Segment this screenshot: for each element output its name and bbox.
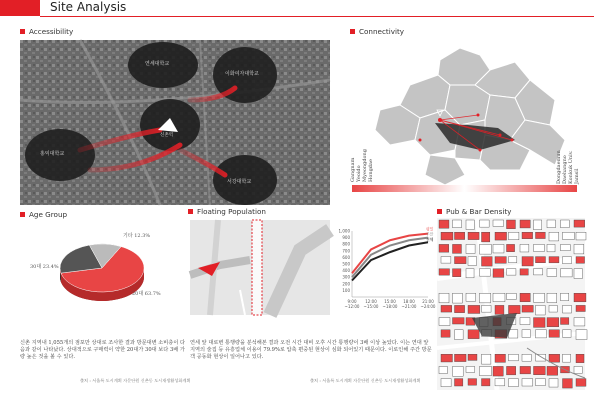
pub-bar-block [549, 354, 560, 362]
pub-bar-block [453, 269, 461, 277]
header-accent-bar [0, 0, 40, 16]
pub-bar-block [574, 293, 586, 302]
age-group-pie-chart [20, 220, 185, 320]
building-block [493, 220, 504, 226]
building-block [534, 293, 545, 302]
building-block [576, 330, 587, 340]
building-block [466, 269, 474, 278]
building-block [534, 244, 545, 251]
label-dongdaemun: Dongdaemun [556, 150, 562, 184]
pub-bar-block [455, 305, 465, 312]
building-block [574, 366, 582, 373]
pub-bar-block [549, 330, 559, 338]
y-tick-label: 500 [342, 261, 350, 267]
x-tick-label: ~15:00 [363, 304, 379, 309]
building-block [480, 220, 490, 227]
pub-bar-block [439, 244, 449, 252]
section-pub-bar-density [437, 207, 511, 216]
building-block [561, 269, 573, 277]
floating-population-map [190, 220, 330, 315]
building-block [563, 354, 571, 362]
pub-bar-block [495, 354, 505, 362]
building-block [480, 244, 492, 254]
floating-source-note: 출처 : 서울특 도시계획 자문단원 신촌동 도시재생활성화계획 [310, 378, 421, 383]
building-block [507, 269, 516, 275]
building-block [441, 257, 451, 264]
building-block [482, 354, 491, 364]
label-hongik: 홍익대학교 [40, 151, 65, 157]
left-destination-labels [350, 148, 390, 188]
right-destination-labels [556, 148, 586, 188]
label-yeoido: Yeoido [356, 165, 362, 182]
section-pub-bar-density-label: Pub & Bar Density [446, 207, 512, 216]
building-block [466, 220, 474, 230]
section-connectivity-label: Connectivity [359, 27, 405, 36]
age-source-note: 출처 : 서울특 도시계획 자문단원 신촌동 도시재생활성화계획 [80, 378, 191, 383]
pub-bar-block [576, 354, 584, 362]
pie-label-20s: 20대 63.7% [132, 291, 161, 297]
x-tick-label: ~18:00 [382, 304, 398, 309]
building-block [520, 244, 529, 252]
x-tick-label: ~24:00 [420, 304, 436, 309]
pub-bar-block [576, 305, 585, 311]
building-block [453, 293, 463, 303]
building-block [439, 366, 447, 373]
building-block [507, 293, 517, 299]
building-block [480, 293, 491, 303]
y-tick-label: 200 [342, 281, 350, 287]
building-block [536, 330, 547, 338]
pub-bar-block [468, 305, 480, 313]
pie-label-etc: 기타 12.3% [123, 233, 151, 239]
bullet-square-icon [437, 209, 442, 214]
pub-bar-block [482, 232, 490, 242]
building-block [509, 354, 519, 361]
y-tick-label: 400 [342, 268, 350, 274]
x-tick-label: 15:00 [384, 299, 396, 304]
pub-bar-block [468, 354, 477, 360]
building-block [509, 257, 517, 263]
pub-bar-block [482, 257, 493, 266]
building-block [493, 293, 505, 302]
label-jamsil: Jamsil [574, 168, 580, 184]
building-block [561, 244, 571, 250]
building-block [574, 269, 582, 279]
y-tick-label: 700 [342, 248, 350, 254]
pub-bar-block [576, 379, 586, 387]
pub-bar-block [534, 318, 546, 328]
pub-bar-block [455, 379, 463, 386]
pub-bar-block [439, 269, 449, 275]
y-tick-label: 600 [342, 254, 350, 260]
series-label-평일: 평일 [426, 226, 434, 232]
x-tick-label: 12:00 [365, 299, 377, 304]
building-block [536, 305, 546, 315]
pub-bar-block [547, 366, 558, 375]
building-block [522, 379, 533, 386]
pub-bar-density-map [437, 218, 585, 390]
building-block [534, 269, 543, 275]
y-tick-label: 1,000 [338, 228, 350, 234]
label-myeongdong: Myeongdong [362, 149, 368, 182]
building-block [480, 269, 491, 276]
pub-bar-block [576, 257, 585, 264]
pub-bar-block [468, 379, 477, 386]
building-block [509, 330, 518, 338]
pub-bar-block [536, 257, 546, 263]
pub-bar-block [507, 220, 516, 229]
pub-bar-block [468, 232, 479, 239]
pub-bar-block [482, 379, 490, 386]
building-block [522, 354, 531, 361]
label-gangnam: Gangnam [350, 157, 356, 182]
building-block [453, 220, 462, 228]
section-floating-population [188, 207, 266, 216]
building-block [441, 379, 451, 387]
building-block [466, 244, 475, 253]
building-block [536, 354, 546, 361]
pub-bar-block [468, 330, 479, 339]
y-tick-label: 100 [342, 287, 350, 293]
label-hongdae: Hongdae [368, 159, 374, 182]
y-tick-label: 300 [342, 274, 350, 280]
pub-bar-block [441, 330, 450, 337]
building-block [482, 305, 492, 312]
pub-bar-block [522, 257, 533, 266]
building-block [493, 244, 504, 253]
pub-bar-block [520, 220, 530, 228]
pub-bar-block [520, 366, 531, 373]
pub-bar-block [549, 257, 559, 263]
bullet-square-icon [350, 29, 355, 34]
pub-bar-block [547, 318, 559, 327]
building-block [455, 330, 464, 340]
building-block [549, 379, 558, 387]
pub-bar-block [495, 257, 506, 264]
building-block [509, 232, 519, 240]
page-header [0, 0, 600, 18]
pub-bar-block [493, 269, 504, 278]
building-block [468, 257, 477, 266]
label-sogang: 서강대학교 [227, 179, 252, 185]
building-block [574, 244, 584, 253]
age-paragraph: 신촌 지역내 1,055개의 점포만 상대로 조사한 결과 방문대변 소비층이 다음과 같이 나타났다. 상대적으로 구매력이 약한 20대가 30대 보다 3배 가량 높은 것을 볼 수 있다. [20, 340, 185, 360]
building-block [561, 293, 569, 300]
section-connectivity [350, 27, 404, 36]
pub-bar-block [563, 379, 573, 388]
bullet-square-icon [20, 212, 25, 217]
pub-bar-block [495, 232, 507, 240]
pub-bar-block [441, 232, 453, 240]
y-tick-label: 800 [342, 241, 350, 247]
pub-bar-block [455, 257, 467, 264]
pub-bar-block [522, 305, 533, 312]
pub-bar-block [520, 293, 530, 302]
building-block [563, 330, 572, 338]
building-block [547, 220, 555, 228]
pub-bar-block [574, 220, 585, 227]
pub-bar-block [522, 232, 533, 239]
pub-bar-block [441, 354, 452, 362]
building-block [466, 293, 476, 301]
building-block [549, 305, 557, 312]
pub-bar-block [455, 232, 465, 239]
building-block [520, 318, 530, 325]
section-accessibility [20, 27, 73, 36]
floating-paragraph: 연세 앞 대로변 통행량을 분석해본 결과 오전 시간 대비 오후 시간 통행량이 3배 이상 높았다. 이는 연대 앞 지역의 술집 등 유흥업체 이용이 79.9%로 압축 편중된 현상이 심화 되어있기 때문이다. 이로인해 주간 방문객 공동화 현상이 일어나고 있다. [190, 340, 432, 360]
x-tick-label: 18:00 [403, 299, 415, 304]
building-block [561, 220, 570, 228]
series-line-전체 [352, 242, 428, 280]
series-label-주말: 주말 [426, 231, 434, 237]
building-block [563, 305, 572, 313]
section-floating-population-label: Floating Population [197, 207, 266, 216]
building-block [453, 366, 464, 376]
x-tick-label: 9:00 [347, 299, 357, 304]
building-block [576, 232, 586, 240]
header-underline [40, 16, 594, 17]
label-daehangno: Daehangno [562, 155, 568, 184]
section-age-group-label: Age Group [29, 210, 68, 219]
page-title: Site Analysis [50, 0, 127, 14]
x-tick-label: ~12:00 [344, 304, 360, 309]
pub-bar-block [441, 305, 452, 312]
building-block [547, 269, 557, 277]
pub-bar-block [507, 366, 516, 374]
label-sinchon-station: 신촌역 [160, 133, 174, 138]
section-accessibility-label: Accessibility [29, 27, 74, 36]
pub-bar-block [495, 305, 504, 314]
series-label-전체: 전체 [426, 237, 434, 243]
building-block [466, 366, 475, 372]
accessibility-aerial-map [20, 40, 330, 205]
y-tick-label: 900 [342, 235, 350, 241]
section-age-group [20, 210, 67, 219]
building-block [480, 366, 492, 375]
building-block [549, 232, 559, 241]
building-block [563, 257, 572, 264]
pub-bar-block [453, 318, 465, 324]
pub-bar-block [439, 220, 449, 228]
pub-bar-block [536, 232, 546, 238]
map-background [437, 218, 585, 390]
building-block [536, 379, 546, 386]
pub-bar-block [534, 366, 546, 374]
building-block [563, 232, 575, 239]
building-block [522, 330, 530, 338]
pub-bar-block [455, 354, 467, 361]
building-block [439, 318, 450, 326]
x-tick-label: ~21:00 [401, 304, 417, 309]
floating-population-line-chart [332, 225, 436, 315]
label-konkuk: Konkuk Univ. [568, 150, 574, 184]
building-block [439, 293, 449, 303]
pie-label-30s: 30대 23.4% [30, 264, 59, 270]
pub-bar-block [507, 244, 515, 251]
bullet-square-icon [188, 209, 193, 214]
pub-bar-block [509, 305, 521, 313]
label-yonsei: 연세대학교 [145, 61, 170, 67]
building-block [495, 379, 505, 386]
building-block [574, 318, 585, 326]
building-block [534, 220, 542, 230]
pub-bar-block [520, 269, 528, 275]
bullet-square-icon [20, 29, 25, 34]
building-block [547, 244, 555, 251]
pub-bar-block [453, 244, 462, 253]
connectivity-map [350, 40, 585, 195]
building-block [547, 293, 557, 303]
building-block [509, 379, 519, 387]
x-tick-label: 21:00 [422, 299, 434, 304]
pub-bar-block [561, 318, 569, 325]
pub-bar-block [493, 366, 503, 376]
label-ewha: 이화여자대학교 [225, 71, 259, 77]
